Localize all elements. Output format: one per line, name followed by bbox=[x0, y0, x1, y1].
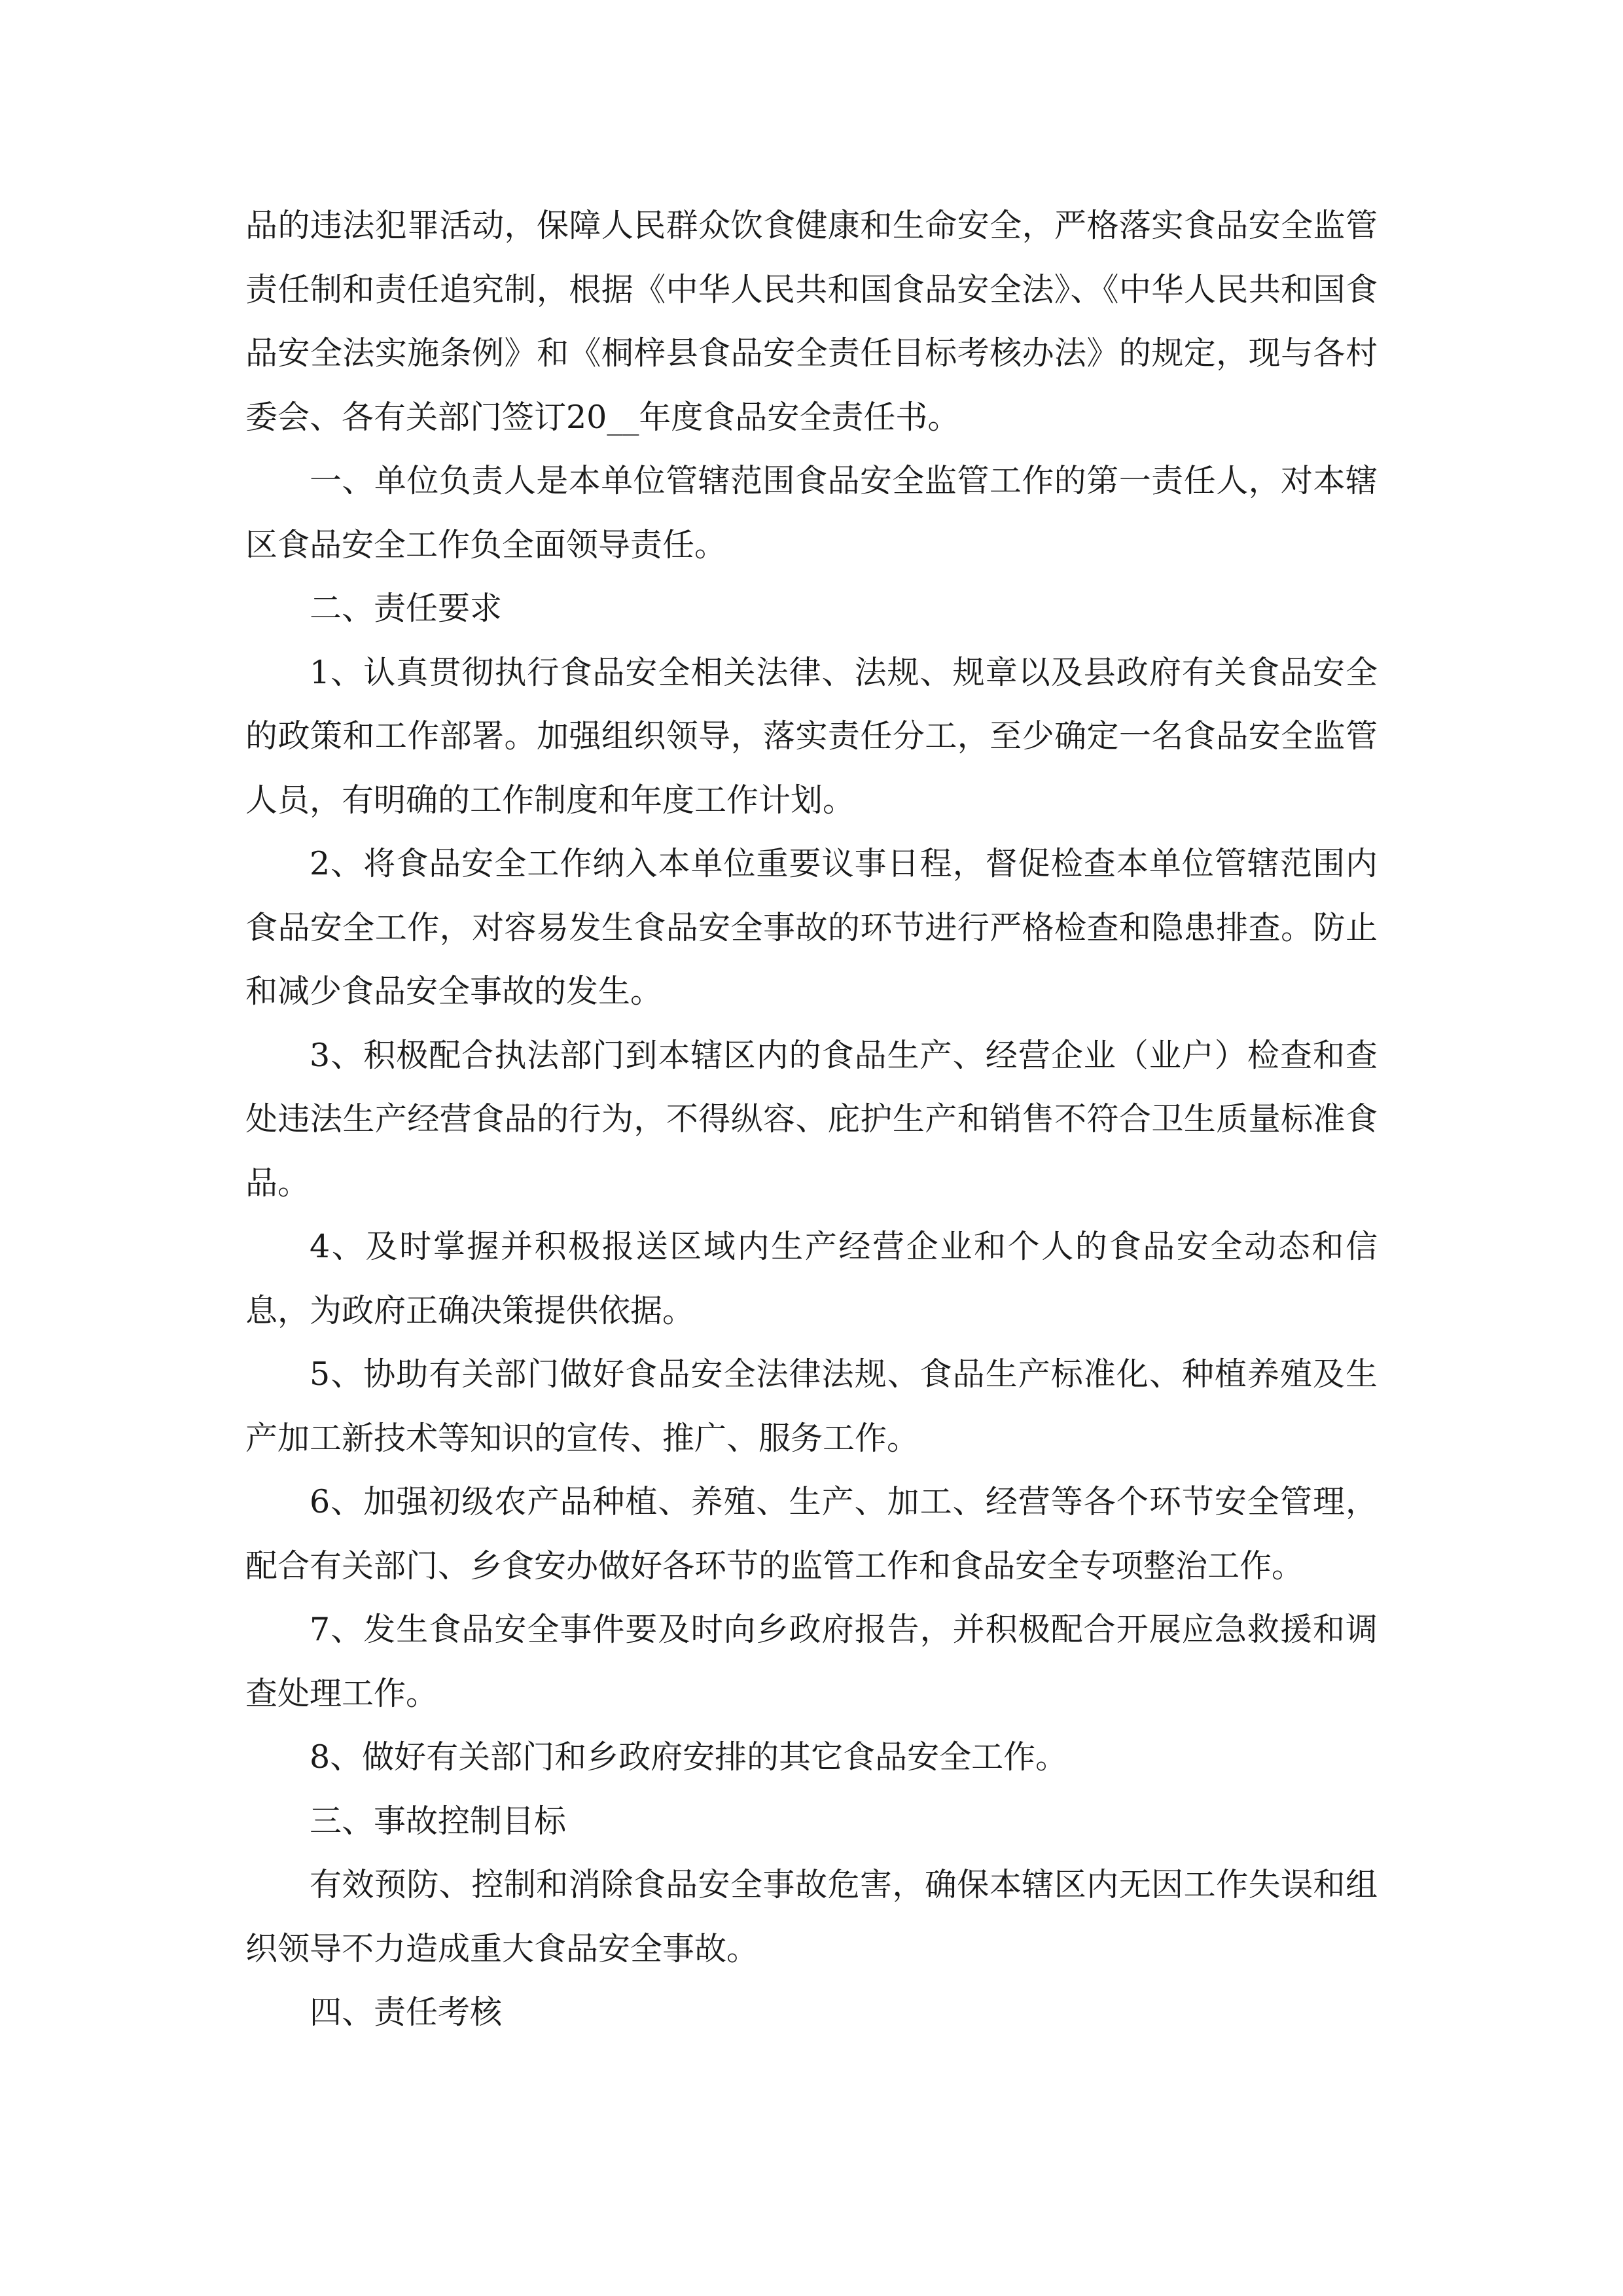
section-heading-accident-control-goals: 三、事故控制目标 bbox=[310, 1802, 567, 1840]
paragraph-requirement-4: 4、及时掌握并积极报送区域内生产经营企业和个人的食品安全动态和信息，为政府正确决策提供依据。 bbox=[245, 1228, 1378, 1329]
section-heading-responsibility-requirements: 二、责任要求 bbox=[310, 590, 503, 627]
paragraph-requirement-8: 8、做好有关部门和乡政府安排的其它食品安全工作。 bbox=[310, 1738, 1068, 1776]
section-heading-responsibility-assessment: 四、责任考核 bbox=[310, 1994, 503, 2031]
paragraph-requirement-2: 2、将食品安全工作纳入本单位重要议事日程，督促检查本单位管辖范围内食品安全工作，对容易发生食品安全事故的环节进行严格检查和隐患排查。防止和减少食品安全事故的发生。 bbox=[245, 845, 1378, 1010]
paragraph-requirement-3: 3、积极配合执法部门到本辖区内的食品生产、经营企业（业户）检查和查处违法生产经营食品的行为，不得纵容、庇护生产和销售不符合卫生质量标准食品。 bbox=[245, 1036, 1378, 1202]
paragraph-requirement-7: 7、发生食品安全事件要及时向乡政府报告，并积极配合开展应急救援和调查处理工作。 bbox=[245, 1611, 1378, 1712]
paragraph-requirement-5: 5、协助有关部门做好食品安全法律法规、食品生产标准化、种植养殖及生产加工新技术等知识的宣传、推广、服务工作。 bbox=[245, 1355, 1378, 1457]
paragraph-intro-continuation: 品的违法犯罪活动，保障人民群众饮食健康和生命安全，严格落实食品安全监管责任制和责任追究制，根据《中华人民共和国食品安全法》、《中华人民共和国食品安全法实施条例》和《桐梓县食品安全责任目标考核办法》的规定，现与各村委会、各有关部门签订20__年度食品安全责任书。 bbox=[245, 207, 1378, 436]
paragraph-requirement-6: 6、加强初级农产品种植、养殖、生产、加工、经营等各个环节安全管理，配合有关部门、乡食安办做好各环节的监管工作和食品安全专项整治工作。 bbox=[245, 1483, 1378, 1585]
document-body bbox=[245, 194, 1378, 2045]
paragraph-accident-control-goals: 有效预防、控制和消除食品安全事故危害，确保本辖区内无因工作失误和组织领导不力造成重大食品安全事故。 bbox=[245, 1866, 1378, 1967]
paragraph-requirement-1: 1、认真贯彻执行食品安全相关法律、法规、规章以及县政府有关食品安全的政策和工作部署。加强组织领导，落实责任分工，至少确定一名食品安全监管人员，有明确的工作制度和年度工作计划。 bbox=[245, 653, 1378, 819]
paragraph-section-1-responsible-person: 一、单位负责人是本单位管辖范围食品安全监管工作的第一责任人，对本辖区食品安全工作负全面领导责任。 bbox=[245, 462, 1378, 564]
